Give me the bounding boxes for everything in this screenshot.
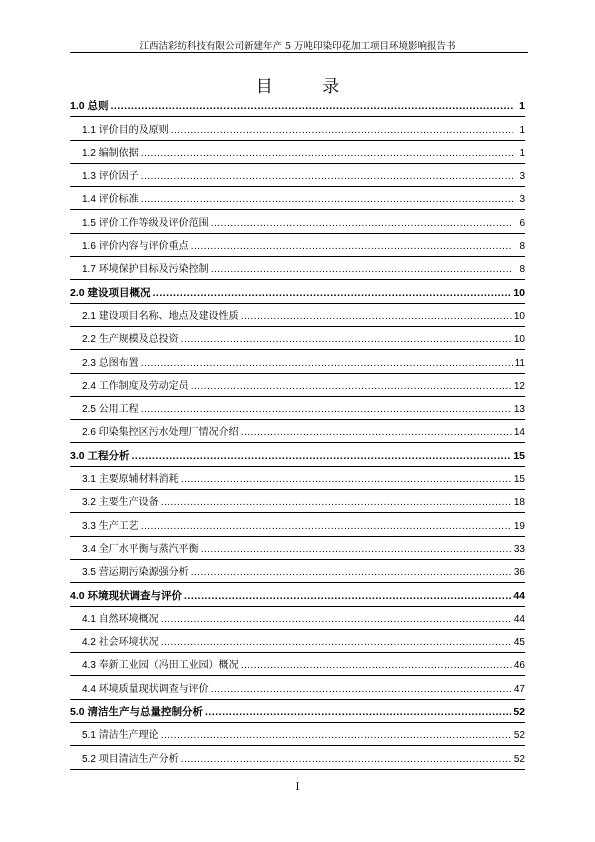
toc-entry-label: 项目清洁生产分析 [98,753,179,765]
toc-entry-title [82,193,141,206]
header-rule [70,52,528,53]
toc-entry-number: 5.1 [82,730,99,742]
toc-entry-page: 33 [513,543,525,555]
toc-entry-label: 工作制度及劳动定员 [98,380,189,392]
toc-entry-label: 印染集控区污水处理厂情况介绍 [98,427,239,439]
toc-entry-page: 19 [513,520,525,532]
toc-entry-number: 2.1 [82,310,99,322]
toc-entry-title [82,403,141,416]
toc-leader-dots [181,333,512,346]
toc-entry-number: 1.7 [82,264,99,276]
toc-section-entry[interactable] [70,393,525,416]
toc-entry-page: 10 [513,334,525,346]
toc-chapter-entry[interactable] [70,439,525,462]
toc-entry-label: 生产工艺 [98,520,139,532]
toc-entry-page: 46 [513,660,525,672]
toc-entry-page: 3 [519,194,525,206]
toc-entry-title [70,450,132,463]
toc-leader-dots [161,636,512,649]
toc-entry-page: 8 [519,264,525,276]
toc-entry-title [82,496,161,509]
toc-entry-label: 总则 [87,100,109,113]
toc-leader-dots [211,683,512,696]
toc-leader-dots [191,380,512,393]
toc-entry-number: 1.1 [82,124,99,136]
toc-entry-label: 社会环境状况 [98,637,159,649]
toc-entry-title [82,310,241,323]
toc-entry-label: 环境现状调查与评价 [87,589,183,602]
toc-entry-page: 36 [513,567,525,579]
toc-leader-dots [205,706,511,719]
toc-leader-dots [161,496,512,509]
toc-leader-dots [161,613,512,626]
toc-title: 目 录 [255,77,362,97]
toc-chapter-entry[interactable] [70,696,525,719]
toc-entry-label: 评价标准 [98,194,139,206]
toc-entry-page: 15 [513,449,525,462]
toc-leader-dots [201,543,512,556]
toc-entry-title [82,124,171,137]
toc-leader-dots [211,263,513,276]
toc-entry-page: 44 [513,613,525,625]
toc-section-entry[interactable] [70,626,525,649]
toc-entry-number: 1.0 [70,100,88,113]
toc-entry-page: 6 [519,217,525,229]
toc-entry-title [82,170,141,183]
toc-entry-title [82,566,191,579]
toc-leader-dots [211,217,513,230]
toc-entry-label: 编制依据 [98,147,139,159]
toc-entry-page: 14 [513,427,525,439]
toc-entry-number: 3.3 [82,520,99,532]
toc-entry-title [82,520,141,533]
toc-section-entry[interactable] [70,323,525,346]
toc-leader-dots [141,357,513,370]
toc-entry-number: 2.0 [70,286,88,299]
toc-entry-title [82,217,211,230]
toc-entry-label: 工程分析 [87,449,130,462]
toc-leader-dots [191,240,513,253]
toc-entry-label: 评价工作等级及评价范围 [98,217,209,229]
toc-entry-page: 52 [513,730,525,742]
toc-entry-page: 13 [513,404,525,416]
toc-entry-page: 47 [513,683,525,695]
toc-leader-dots [161,729,512,742]
toc-entry-label: 自然环境概况 [98,613,159,625]
toc-entry-number: 1.4 [82,194,99,206]
toc-entry-page: 15 [513,474,525,486]
toc-leader-dots [181,753,512,766]
toc-entry-label: 环境质量现状调查与评价 [98,683,209,695]
toc-section-entry[interactable] [70,486,525,509]
toc-row-rule [70,769,525,770]
toc-entry-number: 3.5 [82,567,99,579]
toc-entry-number: 1.5 [82,217,99,229]
toc-entry-title [82,357,141,370]
toc-chapter-entry[interactable] [70,276,525,299]
toc-section-entry[interactable] [70,603,525,626]
toc-leader-dots [241,310,512,323]
toc-leader-dots [141,170,513,183]
toc-entry-label: 建设项目概况 [87,286,151,299]
toc-entry-label: 奉新工业园（冯田工业园）概况 [98,660,239,672]
toc-leader-dots [141,193,513,206]
toc-entry-label: 清洁生产理论 [98,730,159,742]
toc-entry-page: 44 [513,589,525,602]
toc-entry-number: 3.1 [82,474,99,486]
toc-entry-title [82,333,181,346]
toc-entry-title [82,729,161,742]
toc-entry-number: 5.2 [82,753,99,765]
toc-entry-title [82,426,241,439]
toc-section-entry[interactable] [70,509,525,532]
toc-entry-title [82,263,211,276]
toc-section-entry[interactable] [70,160,525,183]
toc-entry-number: 1.6 [82,241,99,253]
toc-entry-title [70,287,153,300]
table-of-contents [70,90,525,766]
toc-leader-dots [153,287,512,300]
toc-entry-number: 2.5 [82,404,99,416]
toc-entry-title [82,753,181,766]
toc-entry-number: 1.3 [82,171,99,183]
toc-section-entry[interactable] [70,370,525,393]
toc-entry-title [82,683,211,696]
toc-entry-label: 生产规模及总投资 [98,334,179,346]
toc-entry-page: 1 [519,100,525,113]
toc-section-entry[interactable] [70,719,525,742]
toc-entry-title [82,380,191,393]
toc-entry-page: 1 [519,147,525,159]
toc-entry-number: 4.0 [70,589,88,602]
toc-section-entry[interactable] [70,416,525,439]
toc-section-entry[interactable] [70,206,525,229]
toc-entry-number: 3.4 [82,543,99,555]
toc-entry-label: 建设项目名称、地点及建设性质 [98,310,239,322]
toc-leader-dots [191,566,512,579]
toc-leader-dots [132,450,512,463]
toc-leader-dots [141,147,513,160]
toc-leader-dots [141,520,512,533]
toc-leader-dots [184,590,511,603]
toc-section-entry[interactable] [70,183,525,206]
toc-section-entry[interactable] [70,463,525,486]
toc-entry-number: 1.2 [82,147,99,159]
toc-entry-number: 4.3 [82,660,99,672]
toc-entry-number: 3.0 [70,449,88,462]
toc-section-entry[interactable] [70,137,525,160]
toc-entry-label: 营运期污染源强分析 [98,567,189,579]
toc-entry-number: 3.2 [82,497,99,509]
toc-entry-label: 评价内容与评价重点 [98,241,189,253]
toc-section-entry[interactable] [70,556,525,579]
toc-leader-dots [241,659,512,672]
toc-entry-label: 主要原辅材料消耗 [98,474,179,486]
toc-entry-page: 52 [513,753,525,765]
running-header: 江西洁彩纺科技有限公司新建年产 5 万吨印染印花加工项目环境影响报告书 [139,41,456,52]
toc-entry-page: 52 [513,706,525,719]
toc-leader-dots [111,100,513,113]
toc-entry-page: 12 [513,380,525,392]
toc-entry-label: 总图布置 [98,357,139,369]
toc-leader-dots [181,473,512,486]
toc-entry-title [82,147,141,160]
toc-chapter-entry[interactable] [70,579,525,602]
toc-entry-label: 清洁生产与总量控制分析 [87,706,204,719]
toc-section-entry[interactable] [70,230,525,253]
toc-entry-number: 2.6 [82,427,99,439]
toc-entry-page: 45 [513,637,525,649]
toc-leader-dots [171,124,513,137]
toc-entry-page: 3 [519,171,525,183]
toc-leader-dots [241,426,512,439]
toc-entry-title [70,706,205,719]
toc-entry-page: 8 [519,241,525,253]
page-number: I [295,782,300,793]
toc-section-entry[interactable] [70,346,525,369]
toc-entry-number: 4.1 [82,613,99,625]
toc-entry-number: 2.4 [82,380,99,392]
toc-section-entry[interactable] [70,253,525,276]
toc-entry-number: 5.0 [70,706,88,719]
toc-entry-label: 评价因子 [98,171,139,183]
toc-entry-page: 10 [513,310,525,322]
toc-entry-number: 2.2 [82,334,99,346]
toc-entry-number: 2.3 [82,357,99,369]
toc-entry-title [82,240,191,253]
toc-entry-number: 4.2 [82,637,99,649]
toc-chapter-entry[interactable] [70,90,525,113]
toc-section-entry[interactable] [70,300,525,323]
toc-entry-label: 主要生产设备 [98,497,159,509]
toc-entry-label: 公用工程 [98,404,139,416]
toc-entry-title [82,659,241,672]
toc-leader-dots [141,403,512,416]
toc-section-entry[interactable] [70,742,525,765]
toc-entry-title [82,473,181,486]
toc-entry-label: 环境保护目标及污染控制 [98,264,209,276]
toc-entry-title [70,590,184,603]
toc-section-entry[interactable] [70,533,525,556]
toc-entry-title [82,636,161,649]
toc-entry-page: 1 [519,124,525,136]
toc-section-entry[interactable] [70,113,525,136]
toc-entry-label: 评价目的及原则 [98,124,169,136]
toc-entry-label: 全厂水平衡与蒸汽平衡 [98,543,199,555]
toc-entry-title [82,613,161,626]
toc-section-entry[interactable] [70,672,525,695]
toc-entry-number: 4.4 [82,683,99,695]
toc-entry-page: 11 [514,357,525,369]
toc-entry-page: 18 [513,497,525,509]
toc-entry-title [70,100,111,113]
toc-entry-title [82,543,201,556]
toc-section-entry[interactable] [70,649,525,672]
toc-entry-page: 10 [513,286,525,299]
